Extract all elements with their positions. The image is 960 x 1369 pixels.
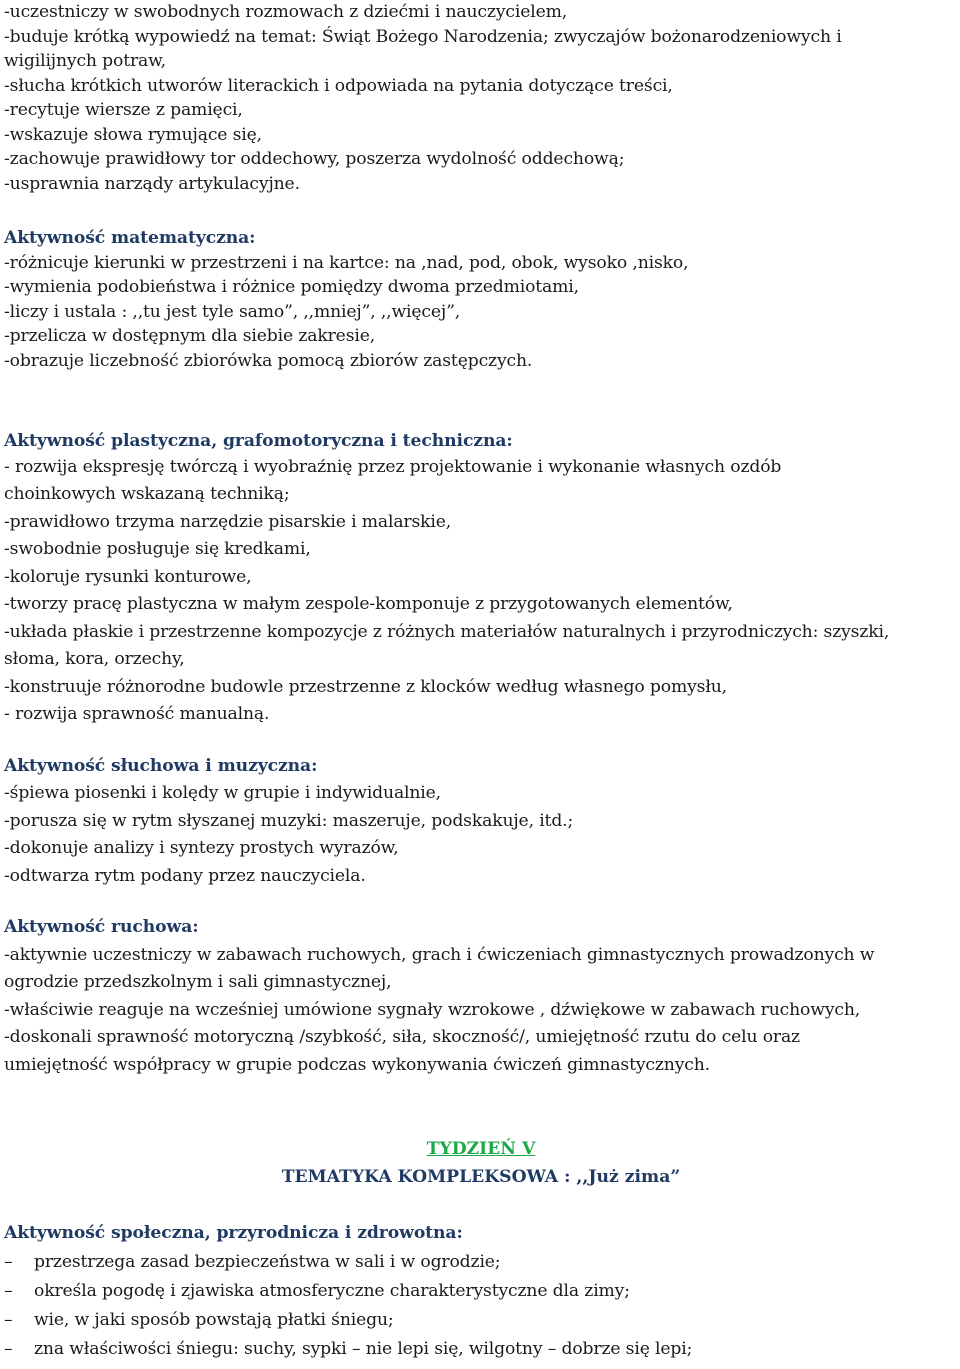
week-title: TYDZIEŃ V xyxy=(426,1139,536,1159)
art-line: -układa płaskie i przestrzenne kompozycje z różnych materiałów naturalnych i przyrodniczych: szyszki, xyxy=(4,621,890,642)
list-item-text: zna właściwości śniegu: suchy, sypki – nie lepi się, wilgotny – dobrze się lepi; xyxy=(34,1339,693,1359)
math-section xyxy=(4,226,958,373)
movement-line: ogrodzie przedszkolnym i sali gimnastycznej, xyxy=(4,972,392,992)
movement-line: -aktywnie uczestniczy w zabawach ruchowych, grach i ćwiczeniach gimnastycznych prowadzonych w xyxy=(4,944,875,965)
art-line: słoma, kora, orzechy, xyxy=(4,649,185,669)
movement-line: -doskonali sprawność motoryczną /szybkość, siła, skoczność/, umiejętność rzutu do celu oraz xyxy=(4,1027,800,1047)
intro-line: -wskazuje słowa rymujące się, xyxy=(4,124,262,145)
list-item-text: określa pogodę i zjawiska atmosferyczne charakterystyczne dla zimy; xyxy=(34,1281,630,1301)
list-item xyxy=(4,1335,958,1364)
movement-heading: Aktywność ruchowa: xyxy=(4,917,199,937)
intro-line: -uczestniczy w swobodnych rozmowach z dziećmi i nauczycielem, xyxy=(4,2,568,22)
social-heading: Aktywność społeczna, przyrodnicza i zdrowotna: xyxy=(4,1223,463,1243)
intro-line: -recytuje wiersze z pamięci, xyxy=(4,100,243,120)
math-line: -obrazuje liczebność zbiorówka pomocą zbiorów zastępczych. xyxy=(4,350,533,371)
art-line: - rozwija sprawność manualną. xyxy=(4,704,270,724)
intro-line: -buduje krótką wypowiedź na temat: Świąt Bożego Narodzenia; zwyczajów bożonarodzeniowych i xyxy=(4,26,842,47)
math-line: -wymienia podobieństwa i różnice pomiędzy dwoma przedmiotami, xyxy=(4,277,579,297)
music-line: -porusza się w rytm słyszanej muzyki: maszeruje, podskakuje, itd.; xyxy=(4,810,574,831)
math-heading: Aktywność matematyczna: xyxy=(4,228,256,248)
music-line: -odtwarza rytm podany przez nauczyciela. xyxy=(4,865,366,886)
art-line: -swobodnie posługuje się kredkami, xyxy=(4,539,311,559)
intro-line: wigilijnych potraw, xyxy=(4,51,166,71)
intro-line: -zachowuje prawidłowy tor oddechowy, poszerza wydolność oddechową; xyxy=(4,149,625,169)
art-line: choinkowych wskazaną techniką; xyxy=(4,484,290,504)
spacer xyxy=(4,373,958,429)
dash-bullet: – xyxy=(4,1252,13,1272)
theme-title: TEMATYKA KOMPLEKSOWA : ,,Już zima” xyxy=(281,1167,681,1187)
movement-section xyxy=(4,914,958,1079)
music-section xyxy=(4,753,958,891)
art-line: - rozwija ekspresję twórczą i wyobraźnię przez projektowanie i wykonanie własnych ozdób xyxy=(4,456,782,477)
spacer xyxy=(4,1079,958,1135)
spacer xyxy=(4,1191,958,1219)
list-item-text: wie, w jaki sposób powstają płatki śniegu; xyxy=(34,1310,394,1330)
math-line: -przelicza w dostępnym dla siebie zakresie, xyxy=(4,326,376,346)
art-heading: Aktywność plastyczna, grafomotoryczna i techniczna: xyxy=(4,431,513,451)
art-line: -konstruuje różnorodne budowle przestrzenne z klocków według własnego pomysłu, xyxy=(4,676,727,697)
dash-bullet: – xyxy=(4,1310,13,1330)
art-line: -koloruje rysunki konturowe, xyxy=(4,566,252,587)
music-line: -dokonuje analizy i syntezy prostych wyrazów, xyxy=(4,838,399,858)
movement-line: umiejętność współpracy w grupie podczas wykonywania ćwiczeń gimnastycznych. xyxy=(4,1054,710,1075)
document-page xyxy=(4,0,958,1364)
math-line: -liczy i ustala : ,,tu jest tyle samo”, ,,mniej”, ,,więcej”, xyxy=(4,301,461,322)
spacer xyxy=(4,196,958,226)
art-line: -prawidłowo trzyma narzędzie pisarskie i malarskie, xyxy=(4,511,452,532)
music-line: -śpiewa piosenki i kolędy w grupie i indywidualnie, xyxy=(4,783,441,803)
movement-line: -właściwie reaguje na wcześniej umówione sygnały wzrokowe , dźwiękowe w zabawach ruchowych, xyxy=(4,999,861,1020)
list-item xyxy=(4,1306,958,1335)
intro-line: -usprawnia narządy artykulacyjne. xyxy=(4,173,300,194)
social-section xyxy=(4,1219,958,1364)
music-heading: Aktywność słuchowa i muzyczna: xyxy=(4,755,318,776)
art-line: -tworzy pracę plastyczna w małym zespole-komponuje z przygotowanych elementów, xyxy=(4,594,733,614)
list-item-text: przestrzega zasad bezpieczeństwa w sali i w ogrodzie; xyxy=(34,1252,501,1272)
week-header xyxy=(4,1135,958,1191)
spacer xyxy=(4,729,958,753)
intro-section xyxy=(4,0,958,196)
art-section xyxy=(4,429,958,729)
math-line: -różnicuje kierunki w przestrzeni i na kartce: na ,nad, pod, obok, wysoko ,nisko, xyxy=(4,252,689,273)
list-item xyxy=(4,1277,958,1306)
dash-bullet: – xyxy=(4,1339,13,1359)
spacer xyxy=(4,890,958,914)
intro-line: -słucha krótkich utworów literackich i odpowiada na pytania dotyczące treści, xyxy=(4,75,673,96)
dash-bullet: – xyxy=(4,1281,13,1301)
list-item xyxy=(4,1248,958,1277)
